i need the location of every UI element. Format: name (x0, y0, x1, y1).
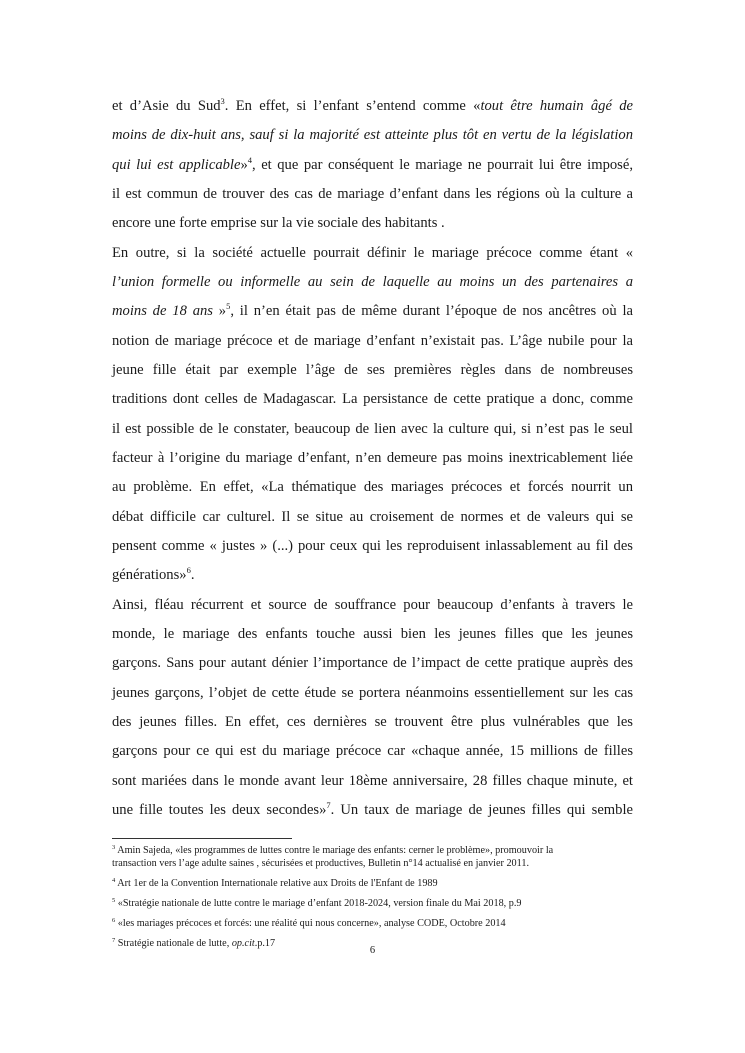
text-line: garçons pour ce qui est du mariage précoce car «chaque année, 15 millions de filles (112, 743, 633, 760)
text-line: qui lui est applicable»$^4$, et que par conséquent le mariage ne pourrait lui être imposé, (112, 154, 633, 173)
footnote-ref[interactable]: 6 (186, 565, 191, 576)
text-line: monde, le mariage des enfants touche aussi bien les jeunes filles que les jeunes (112, 625, 633, 642)
text-line: générations»$^6$. (112, 565, 195, 584)
text-line: moins de 18 ans »$^5$, il n’en était pas de même durant l’époque de nos ancêtres où la (112, 301, 633, 320)
footnotes (112, 845, 633, 958)
text-line: sont mariées dans le monde avant leur 18ème anniversaire, 28 filles chaque minute, et (112, 772, 633, 789)
text-line: il est possible de le constater, beaucoup de lien avec la culture qui, si n’est pas le seul (112, 420, 633, 437)
footnote: $^4$ Art 1er de la Convention Internationale relative aux Droits de l'Enfant de 1989 (112, 876, 438, 889)
text-line: notion de mariage précoce et de mariage d’enfant n’existait pas. L’âge nubile pour la (112, 332, 633, 349)
text-line: facteur à l’origine du mariage d’enfant, n’en demeure pas moins inextricablement liée (112, 449, 633, 466)
footnote: $^5$ «Stratégie nationale de lutte contre le mariage d’enfant 2018-2024, version finale du Mai 2018, p.9 (112, 896, 522, 909)
text-line: et d’Asie du Sud$^3$. En effet, si l’enfant s’entend comme «tout être humain âgé de (112, 96, 633, 114)
footnote: $^3$ Amin Sajeda, «les programmes de luttes contre le mariage des enfants: cerner le problème», promouvoir la (112, 844, 554, 856)
text-line: encore une forte emprise sur la vie sociale des habitants . (112, 215, 445, 232)
text-line: il est commun de trouver des cas de mariage d’enfant dans les régions où la culture a (112, 185, 633, 202)
footnote-separator (112, 838, 292, 839)
text-line: moins de dix-huit ans, sauf si la majorité est atteinte plus tôt en vertu de la législation (112, 127, 633, 144)
text-line: Ainsi, fléau récurrent et source de souffrance pour beaucoup d’enfants à travers le (112, 596, 633, 613)
footnote: $^7$ Stratégie nationale de lutte, op.cit.p.17 (112, 936, 276, 949)
text-line: garçons. Sans pour autant dénier l’importance de l’impact de cette pratique auprès des (112, 655, 633, 672)
footnote-ref[interactable]: 5 (226, 301, 231, 312)
footnote-ref[interactable]: 3 (220, 96, 225, 106)
text-line: une fille toutes les deux secondes»$^7$. Un taux de mariage de jeunes filles qui semble (112, 799, 633, 818)
text-line: des jeunes filles. En effet, ces dernières se trouvent être plus vulnérables que les (112, 713, 633, 730)
body-text (112, 92, 633, 825)
page-number: 6 (369, 945, 376, 956)
text-line: traditions dont celles de Madagascar. La persistance de cette pratique a donc, comme (112, 391, 633, 408)
footnote-ref[interactable]: 4 (247, 154, 253, 165)
text-line: jeune fille était par exemple l’âge de ses premières règles dans de nombreuses (112, 361, 633, 378)
footnote: transaction vers l’age adulte saines , sécurisées et productives, Bulletin n°14 actualisé en janvier 2011. (112, 857, 530, 869)
text-line: pensent comme « justes » (...) pour ceux qui les reproduisent inlassablement au fil des (112, 537, 633, 554)
text-line: débat difficile car culturel. Il se situe au croisement de normes et de valeurs qui se (112, 508, 633, 525)
text-line: au problème. En effet, «La thématique des mariages précoces et forcés nourrit un (112, 479, 633, 496)
text-line: l’union formelle ou informelle au sein de laquelle au moins un des partenaires a (112, 273, 633, 290)
text-line: En outre, si la société actuelle pourrait définir le mariage précoce comme étant « (112, 244, 633, 261)
footnote: $^6$ «les mariages précoces et forcés: une réalité qui nous concerne», analyse CODE, Octobre 2014 (112, 916, 506, 929)
footnote-ref[interactable]: 7 (326, 799, 331, 810)
text-line: jeunes garçons, l’objet de cette étude se portera néanmoins essentiellement sur les cas (112, 684, 633, 701)
